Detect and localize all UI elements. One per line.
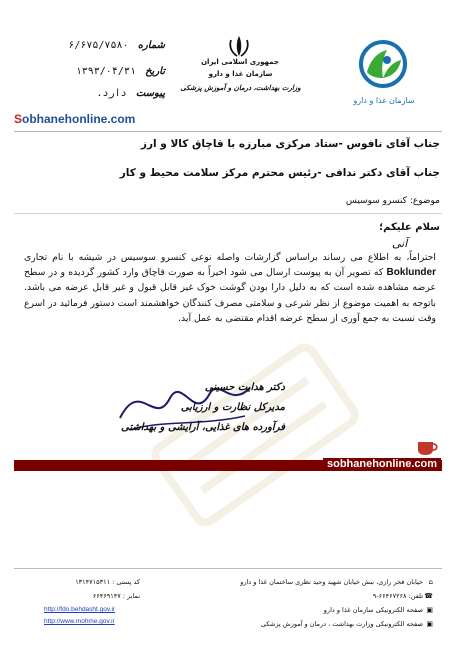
site-banner-text: sobhanehonline.com xyxy=(323,458,441,470)
letter-number-label: شماره xyxy=(137,40,165,51)
footer-address: ⌂خیابان فخر رازی، نبش خیابان شهید وحید نظری ساختمان غذا و دارو xyxy=(240,578,433,586)
greeting: سلام علیکم؛ xyxy=(379,222,440,233)
letter-number-value: ۶/۶۷۵/۷۵۸۰ xyxy=(68,40,129,51)
fda-logo-icon xyxy=(357,38,409,90)
logo-caption: سازمان غذا و دارو xyxy=(353,96,415,105)
signatory-title: مدیرکل نظارت و ارزیابی xyxy=(180,402,285,413)
letter-date-label: تاریخ xyxy=(145,66,165,77)
footer-phone: ☎تلفن: ۶۶۴۶۷۲۶۸-۹ xyxy=(372,592,433,600)
footer-fax: نمابر : ۶۶۴۶۹۱۴۷ xyxy=(92,592,140,600)
letter-number xyxy=(30,40,165,51)
phone-icon: ☎ xyxy=(424,592,433,600)
location-icon: ⌂ xyxy=(428,578,433,586)
signatory-name: دکتر هدایت حسینی xyxy=(204,382,285,393)
signatory-department: فرآورده های غذایی، آرایشی و بهداشتی xyxy=(121,422,285,433)
letter-body: احتراماً، به اطلاع می رساند براساس گزارشات واصله نوعی کنسرو سوسیس در شیشه با نام تجاری Boklunder که تصویر آن به پیوست ارسال می شود اخیراً به صورت قاچاق وارد کشور گردیده و در سطح عرضه مشاهده شده است که به دلیل دارا بودن گوشت خوک غیر قابل قبول و غیر قابل عرضه می باشد. باتوجه به اهمیت موضوع از نظر شرعی و سلامتی مصرف کنندگان خواهشمند است دستور فرمائید در اسرع وقت نسبت به جمع آوری از سطح عرضه اقدام مقتضی به عمل آید. xyxy=(24,252,436,324)
letter-date xyxy=(30,66,165,77)
subject-line: موضوع: کنسرو سوسیس xyxy=(345,196,440,206)
addressee-2: جناب آقای دکتر ندافی -رئیس محترم مرکز سلامت محیط و کار xyxy=(119,167,440,179)
footer-fdo-site: ▣صفحه الکترونیکی سازمان غذا و دارو xyxy=(323,606,433,614)
header-divider xyxy=(14,131,442,132)
letter-date-value: ۱۳۹۳/۰۴/۳۱ xyxy=(75,66,136,77)
letter-attachment-label: پیوست xyxy=(135,88,165,99)
brand-name: Boklunder xyxy=(386,267,436,279)
site-watermark-top: Sobhanehonline.com xyxy=(14,112,136,126)
addressee-1: جناب آقای نافوس -ستاد مرکزی مبارزه با قاچاق کالا و ارز xyxy=(140,138,440,150)
coffee-cup-icon xyxy=(416,438,440,456)
link-mohme[interactable]: http://www.mohme.gov.ir xyxy=(44,618,115,625)
gov-line-1: جمهوری اسلامی ایران xyxy=(201,58,279,66)
gov-line-2: سازمان غذا و دارو xyxy=(208,70,273,78)
web-icon: ▣ xyxy=(426,620,433,628)
iran-emblem-icon xyxy=(228,34,250,58)
subject-divider xyxy=(14,213,442,214)
web-icon: ▣ xyxy=(426,606,433,614)
letter-attachment xyxy=(30,88,165,99)
footer-ministry-site: ▣صفحه الکترونیکی وزارت بهداشت ، درمان و آموزش پزشکی xyxy=(260,620,433,628)
letter-attachment-value: دارد. xyxy=(96,88,127,99)
link-fdo[interactable]: http://fdo.behdasht.gov.ir xyxy=(44,606,116,613)
footer-postal-code: کد پستی : ۱۳۱۴۷۱۵۳۱۱ xyxy=(75,578,140,586)
gov-line-3: وزارت بهداشت، درمان و آموزش پزشکی xyxy=(180,84,301,92)
footer-divider xyxy=(14,568,442,569)
handwritten-note: آنی xyxy=(392,237,408,250)
